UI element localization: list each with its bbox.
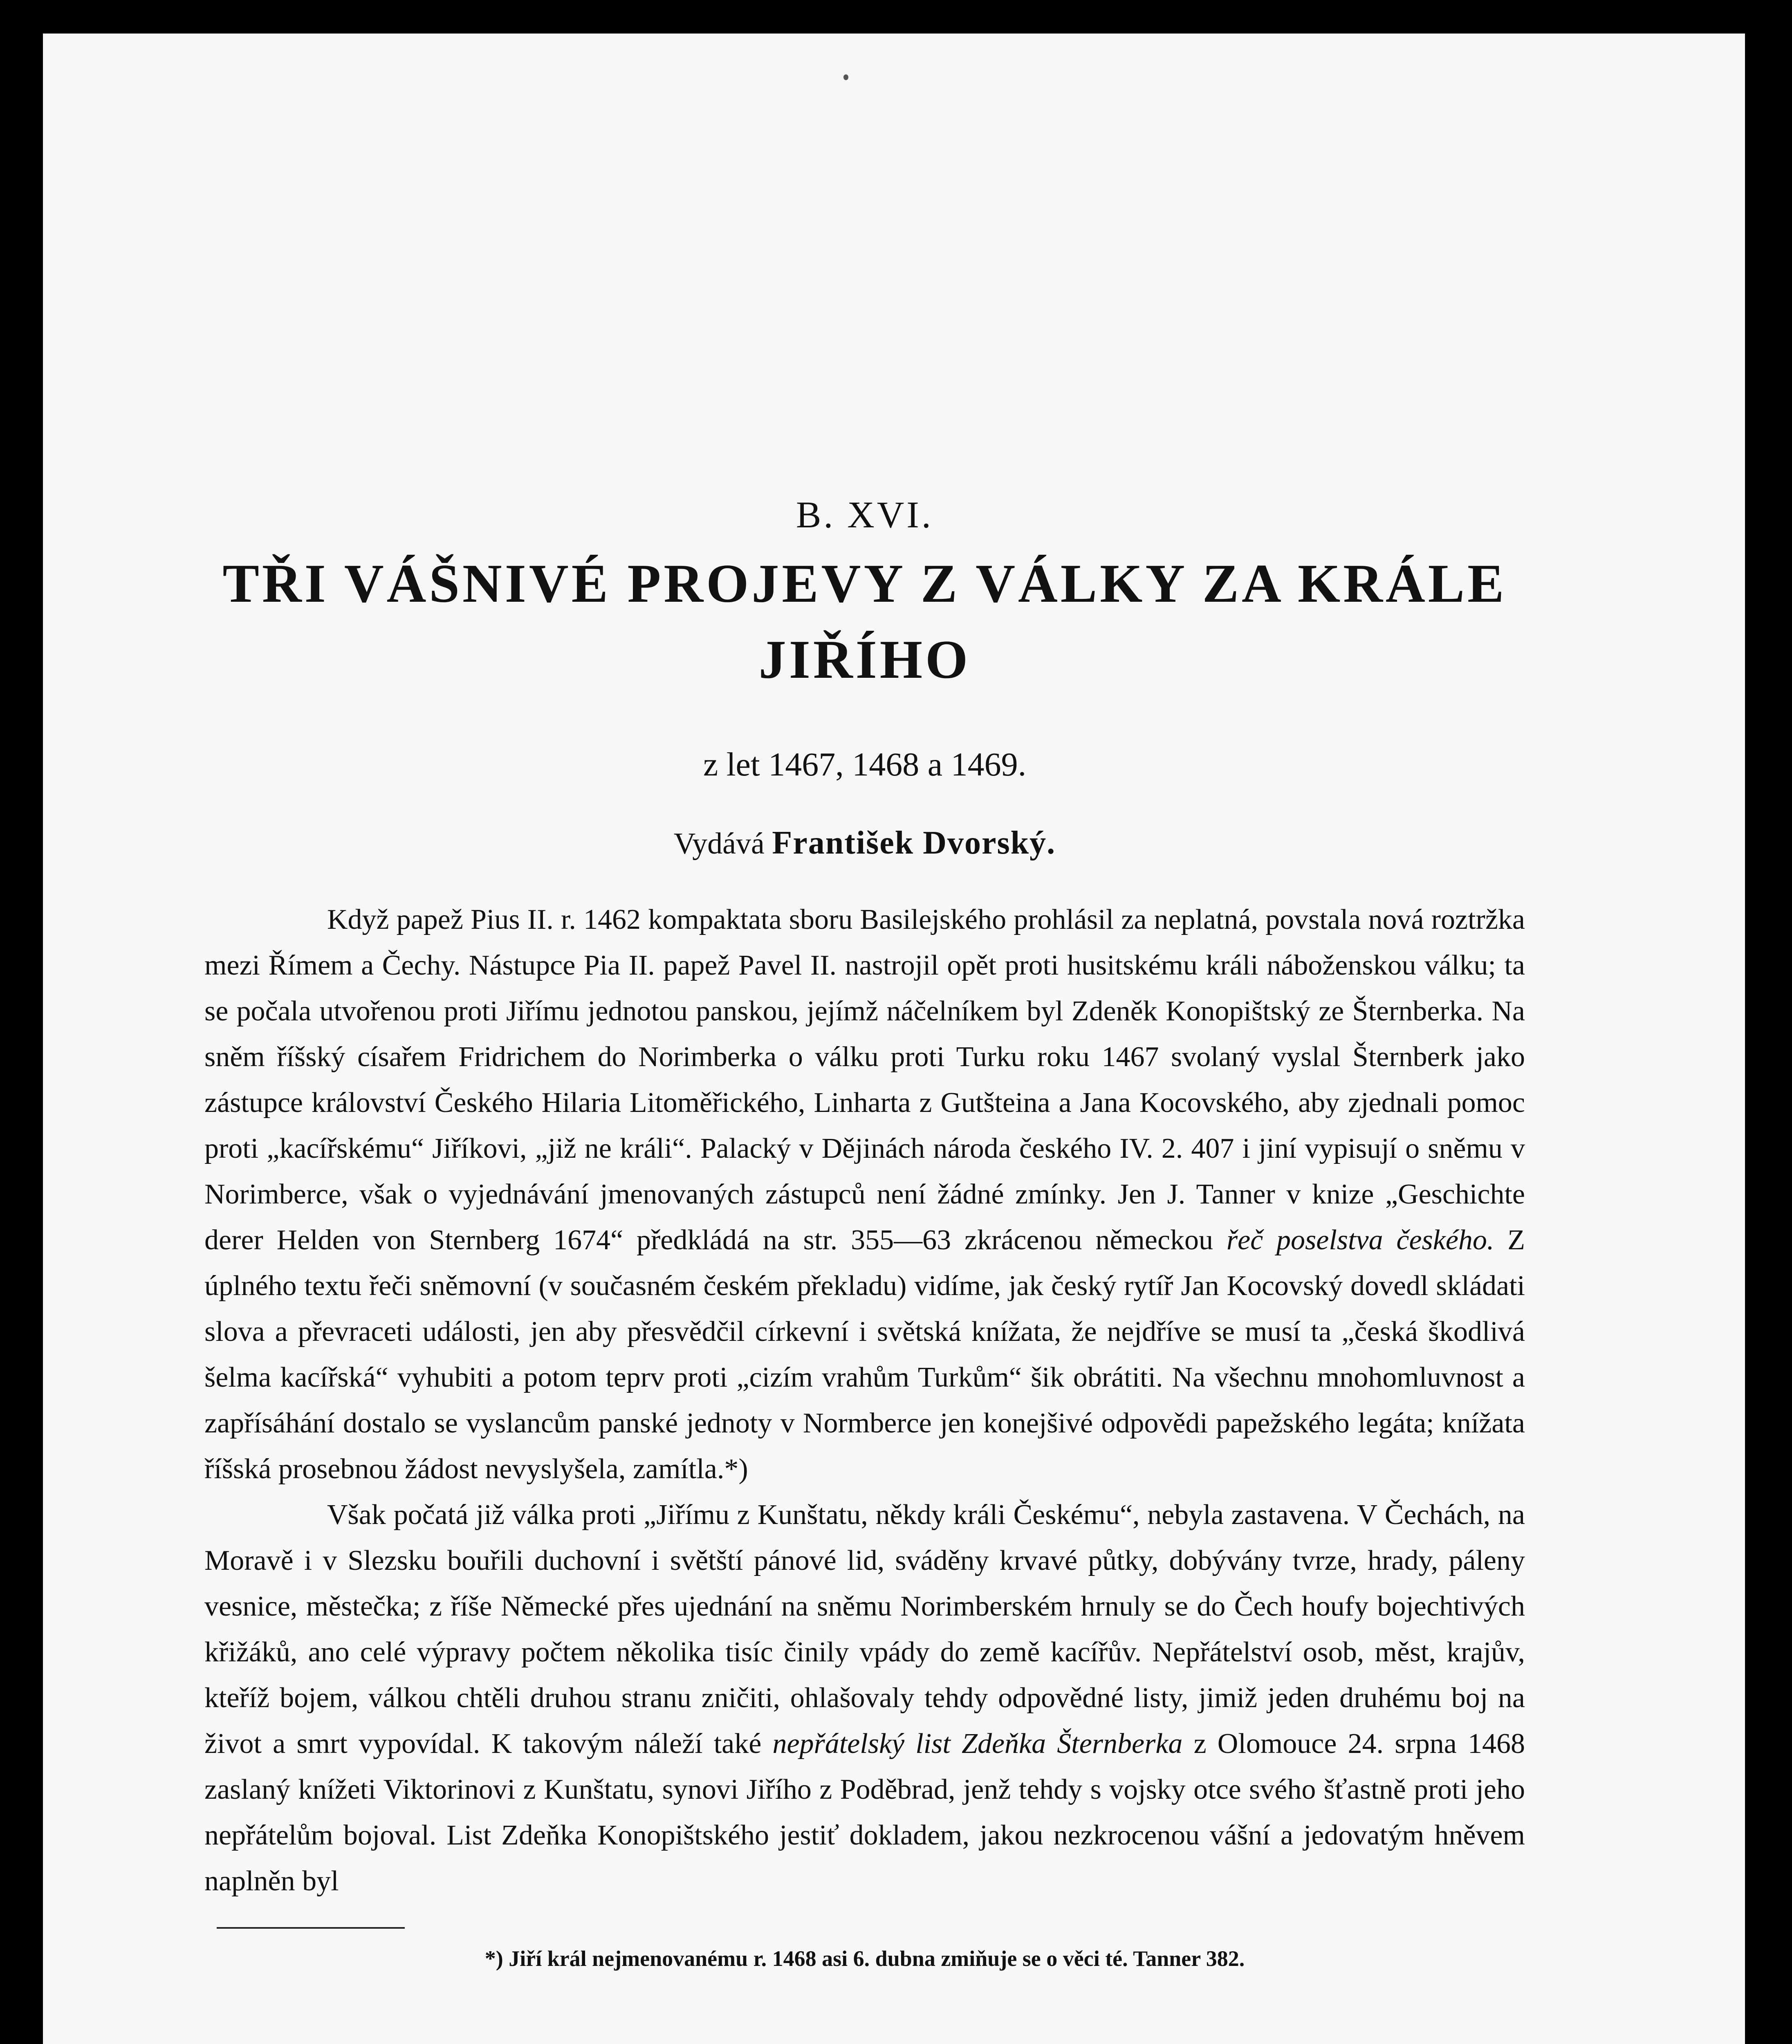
paragraph-1-tail: Z úplného textu řeči sněmovní (v současném českém překladu) vidíme, jak český rytíř Jan Kocovský dovedl skládati slova a převraceti události, jen aby přesvědčil církevní i světská knížata, že nejdříve se musí ta „česká škodlivá šelma kacířská“ vyhubiti a potom teprv proti „cizím vrahům Turkům“ šik obrátiti. Na všechnu mnohomluvnost a zapřísáhání dostalo se vyslancům panské jednoty v Normberce jen konejšivé odpovědi papežského legáta; knížata říšská prosebnou žádost nevyslyšela, zamítla.*)	[204, 1224, 1525, 1485]
paragraph-1-text: Když papež Pius II. r. 1462 kompaktata sboru Basilejského prohlásil za neplatná, povstala nová roztržka mezi Římem a Čechy. Nástupce Pia II. papež Pavel II. nastrojil opět proti husitskému králi náboženskou válku; ta se počala utvořenou proti Jiřímu jednotou panskou, jejímž náčelníkem byl Zdeněk Konopištský ze Šternberka. Na sněm říšský císařem Fridrichem do Norimberka o válku proti Turku roku 1467 svolaný vyslal Šternberk jako zástupce království Českého Hilaria Litoměřického, Linharta z Gutšteina a Jana Kocovského, aby zjednali pomoc proti „kacířskému“ Jiříkovi, „již ne králi“. Palacký v Dějinách národa českého IV. 2. 407 i jiní vypisují o sněmu v Norimberce, však o vyjednávání jmenovaných zástupců není žádné zmínky. Jen J. Tanner v knize „Geschichte derer Helden von Sternberg 1674“ předkládá na str. 355—63 zkrácenou německou	[204, 904, 1525, 1256]
paragraph-1-italic: řeč poselstva českého.	[1226, 1224, 1494, 1256]
footnote-divider	[217, 1927, 405, 1929]
paragraph-2-italic: nepřátelský list Zdeňka Šternberka	[772, 1728, 1183, 1759]
document-page	[43, 34, 1745, 2044]
document-dates: z let 1467, 1468 a 1469.	[703, 746, 1027, 783]
paragraph-2-tail: z Olomouce 24. srpna 1468 zaslaný knížeti Viktorinovi z Kunštatu, synovi Jiřího z Poděbrad, jenž tehdy s vojsky otce svého šťastně proti jeho nepřátelům bojoval. List Zdeňka Konopištského jestiť dokladem, jakou nezkrocenou vášní a jedovatým hněvem naplněn byl	[204, 1728, 1525, 1897]
editor-line	[204, 818, 1525, 868]
page-content	[204, 488, 1525, 1977]
body-paragraph-1	[204, 897, 1525, 1492]
editor-prefix: Vydává	[673, 827, 765, 861]
paragraph-2-text: Však počatá již válka proti „Jiřímu z Kunštatu, někdy králi Českému“, nebyla zastavena. V Čechách, na Moravě i v Slezsku bouřili duchovní i světští pánové lid, sváděny krvavé půtky, dobývány tvrze, hrady, páleny vesnice, městečka; z říše Německé přes ujednání na sněmu Norimberském hrnuly se do Čech houfy bojechtivých křižáků, ano celé výpravy počtem několika tisíc činily vpády do země kacířův. Nepřátelství osob, měst, krajův, kteříž bojem, válkou chtěli druhou stranu zničiti, ohlašovaly tehdy odpovědné listy, jimiž jeden druhému boj na život a smrt vypovídal. K takovým náleží také	[204, 1499, 1525, 1759]
body-paragraph-2	[204, 1492, 1525, 1904]
document-title: TŘI VÁŠNIVÉ PROJEVY Z VÁLKY ZA KRÁLE JIŘÍHO	[222, 553, 1507, 690]
footnote: *) Jiří král nejmenovanému r. 1468 asi 6. dubna zmiňuje se o věci té. Tanner 382.	[484, 1946, 1245, 1971]
document-label: B. XVI.	[796, 494, 933, 536]
editor-name: František Dvorský.	[772, 825, 1056, 861]
print-speck	[843, 74, 848, 80]
